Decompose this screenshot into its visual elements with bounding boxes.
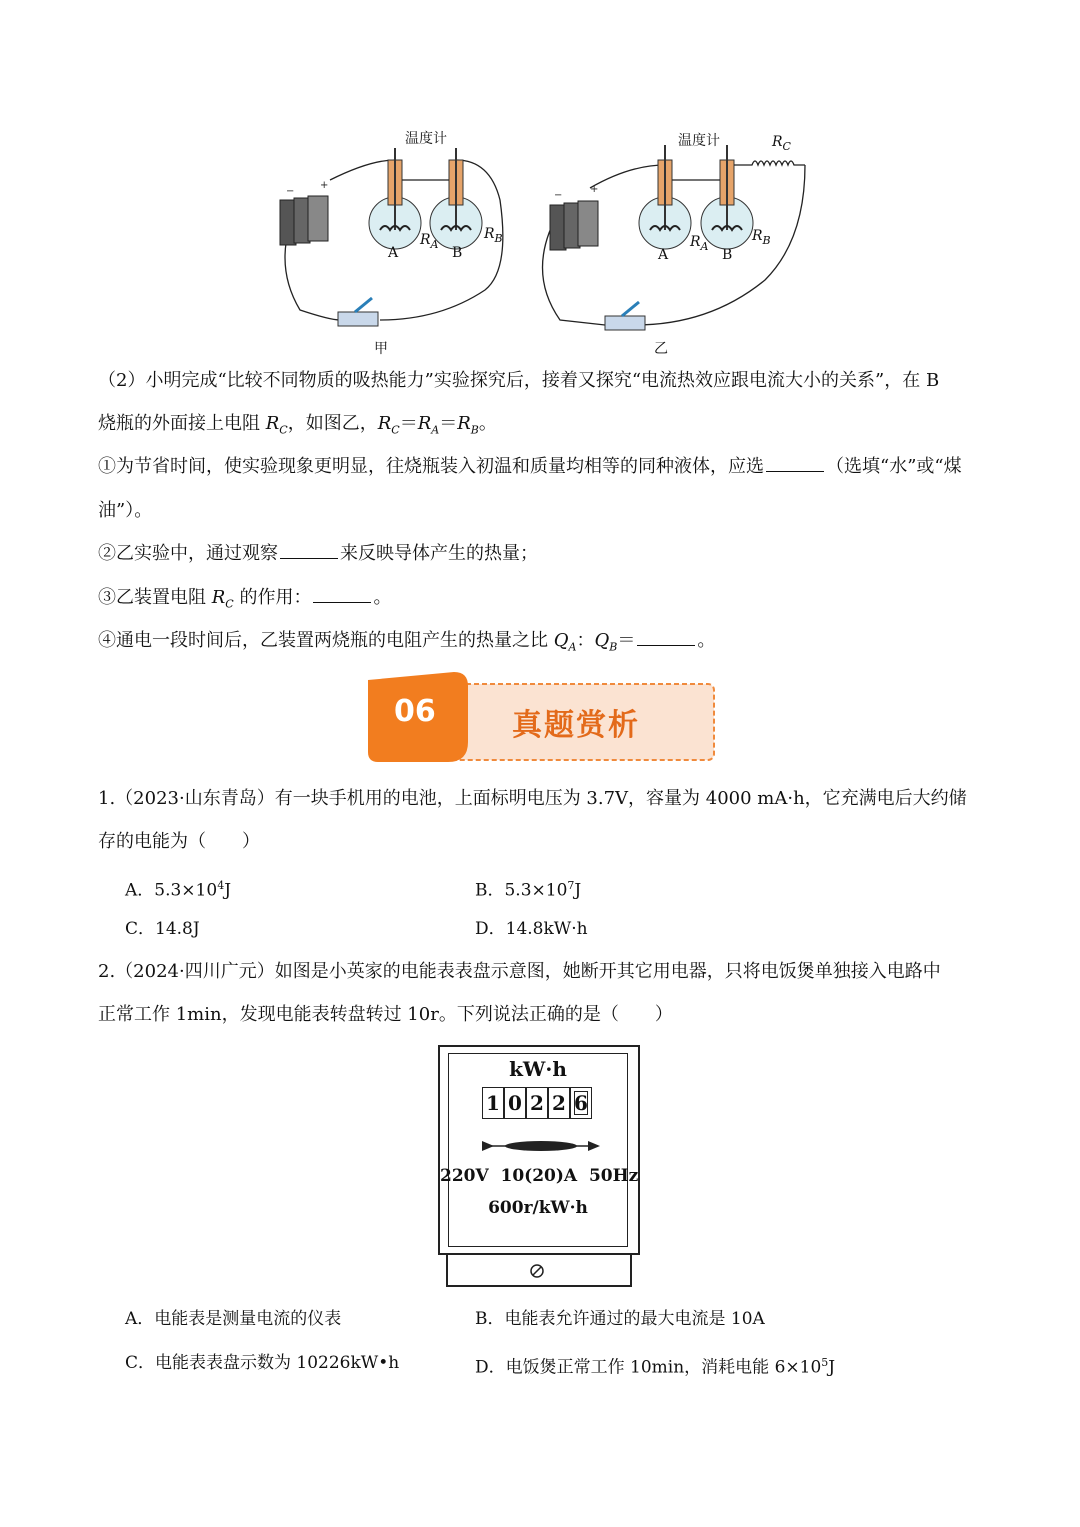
banner-title: 真题赏析 xyxy=(512,708,640,743)
meter-digits xyxy=(482,1087,592,1119)
q1-option-a[interactable]: A．$5.3\times 10^4J$ xyxy=(125,879,232,901)
q1-line2: 存的电能为（ ） xyxy=(98,831,260,852)
meter-screw-icon xyxy=(529,1263,545,1279)
q1-option-c[interactable]: C．14.8J xyxy=(125,919,200,939)
svg-text:+: + xyxy=(590,184,599,195)
label-ra-yi: $R_A$ xyxy=(690,234,709,253)
q2b-line2: 正常工作 1min，发现电能表转盘转过 10r。下列说法正确的是（ ） xyxy=(98,1004,673,1025)
q2-line1: （2）小明完成“比较不同物质的吸热能力”实验探究后，接着又探究“电流热效应跟电流大小的关系”，在 B xyxy=(98,370,940,391)
q2-option-d[interactable]: D．电饭煲正常工作 10min，消耗电能 $6\times 10^5J$ xyxy=(475,1356,836,1378)
caption-yi: 乙 xyxy=(654,341,668,357)
q2-item1: ①为节省时间，使实验现象更明显，往烧瓶装入初温和质量均相等的同种液体，应选 （选填“水”或“煤 xyxy=(98,456,962,477)
q2-option-b[interactable]: B．电能表允许通过的最大电流是 10A xyxy=(475,1309,765,1329)
meter-unit: kW·h xyxy=(509,1057,567,1081)
meter-digit: 2 xyxy=(548,1087,570,1119)
resistor-rc-coil xyxy=(734,161,805,165)
q1-option-d[interactable]: D．14.8kW·h xyxy=(475,919,588,939)
meter-digit: 2 xyxy=(526,1087,548,1119)
meter-digit: 1 xyxy=(482,1087,504,1119)
q2-line2: 烧瓶的外面接上电阻 $R_C$，如图乙，$R_C=R_A=R_B$。 xyxy=(98,413,497,437)
q2b-line1: 2.（2024·四川广元）如图是小英家的电能表表盘示意图，她断开其它用电器，只将电饭煲单独接入电路中 xyxy=(98,961,941,982)
meter-digit-red: 6 xyxy=(570,1087,592,1119)
q2-item4: ④通电一段时间后，乙装置两烧瓶的电阻产生的热量之比 $Q_A$：$Q_B=$ 。 xyxy=(98,630,716,654)
q1-line1: 1.（2023·山东青岛）有一块手机用的电池，上面标明电压为 3.7V，容量为 4000 mA·h，它充满电后大约储 xyxy=(98,788,967,809)
svg-text:−: − xyxy=(554,190,563,201)
thermometer-label-jia: 温度计 xyxy=(405,131,447,147)
label-rc: $R_C$ xyxy=(772,134,791,153)
section-banner xyxy=(368,672,718,764)
banner-number: 06 xyxy=(394,694,436,729)
switch-icon-jia xyxy=(338,298,378,326)
label-rb-yi: $R_B$ xyxy=(752,228,771,247)
answer-blank-1[interactable] xyxy=(766,455,824,472)
caption-jia: 甲 xyxy=(374,341,388,357)
answer-blank-4[interactable] xyxy=(637,629,695,646)
q2-option-a[interactable]: A．电能表是测量电流的仪表 xyxy=(125,1309,342,1329)
q2-option-c[interactable]: C．电能表表盘示数为 10226kW•h xyxy=(125,1353,400,1373)
label-b-jia: B xyxy=(452,245,463,261)
meter-rotor-icon xyxy=(480,1136,602,1156)
circuit-figures xyxy=(260,120,820,360)
thermometer-label-yi: 温度计 xyxy=(678,133,720,149)
answer-blank-2[interactable] xyxy=(280,542,338,559)
meter-spec-revolutions: 600r/kW·h xyxy=(488,1198,588,1218)
meter-spec-rating: 220V 10(20)A 50Hz xyxy=(440,1166,639,1186)
label-rb-jia: $R_B$ xyxy=(484,226,503,245)
battery-icon-jia xyxy=(280,180,328,245)
flask-a-yi xyxy=(639,145,691,249)
battery-icon-yi xyxy=(550,184,598,250)
meter-digit: 0 xyxy=(504,1087,526,1119)
label-b-yi: B xyxy=(722,247,733,263)
label-ra-jia: $R_A$ xyxy=(420,232,439,251)
svg-text:+: + xyxy=(320,180,329,191)
q1-option-b[interactable]: B．$5.3\times 10^7J$ xyxy=(475,879,582,901)
switch-icon-yi xyxy=(605,302,645,330)
flask-a-jia xyxy=(369,148,421,249)
label-a-jia: A xyxy=(388,245,399,261)
q2-item2: ②乙实验中，通过观察 来反映导体产生的热量； xyxy=(98,543,538,564)
answer-blank-3[interactable] xyxy=(313,586,371,603)
flask-b-yi xyxy=(701,145,753,249)
label-a-yi: A xyxy=(658,247,669,263)
q2-item1-cont: 油”）。 xyxy=(98,500,153,521)
q2-item3: ③乙装置电阻 $R_C$ 的作用： 。 xyxy=(98,587,392,611)
svg-text:−: − xyxy=(286,186,295,197)
